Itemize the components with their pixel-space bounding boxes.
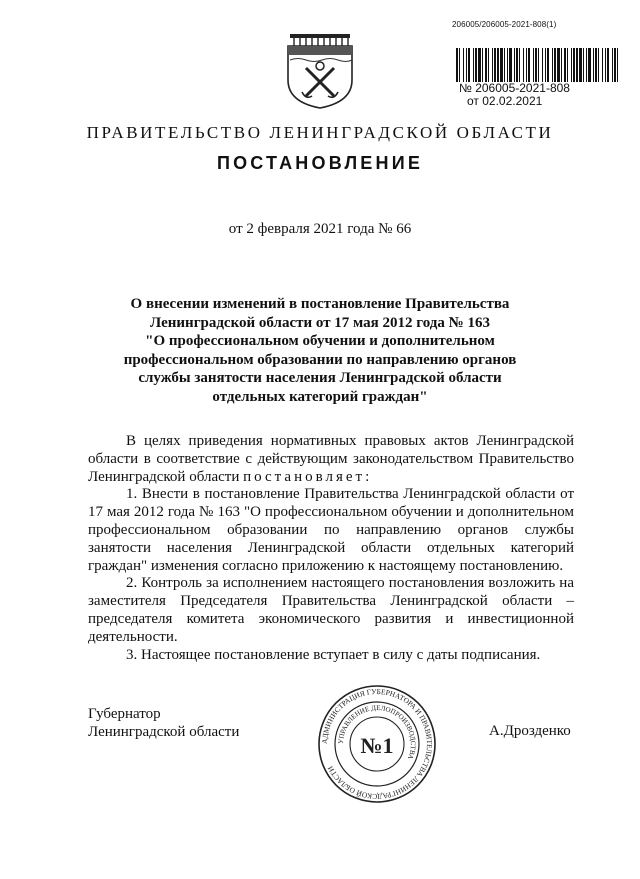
barcode-bar: [586, 48, 587, 82]
barcode-bar: [488, 48, 489, 82]
barcode-bar: [509, 48, 512, 82]
barcode-bar: [588, 48, 591, 82]
barcode-bar: [571, 48, 572, 82]
barcode-bar: [494, 48, 496, 82]
title-line: профессиональном образовании по направлению органов: [123, 351, 517, 368]
barcode-bar: [557, 48, 560, 82]
barcode-bar: [607, 48, 609, 82]
barcode-bar: [523, 48, 524, 82]
barcode-bar: [602, 48, 603, 82]
barcode-bar: [456, 48, 458, 82]
barcode-bar: [516, 48, 518, 82]
barcode-bar: [463, 48, 464, 82]
barcode-bar: [535, 48, 537, 82]
barcode-bar: [492, 48, 493, 82]
barcode-bar: [519, 48, 520, 82]
registration-number: № 206005-2021-808: [459, 81, 570, 95]
barcode-bar: [579, 48, 582, 82]
decree-word: постановляет:: [243, 468, 373, 485]
barcode-bar: [528, 48, 530, 82]
barcode-bar: [547, 48, 549, 82]
document-title: [110, 295, 530, 406]
barcode-bar: [561, 48, 562, 82]
signatory-position: [88, 705, 239, 741]
barcode-bar: [554, 48, 556, 82]
title-line: службы занятости населения Ленинградской области: [138, 370, 502, 386]
item-paragraph: 2. Контроль за исполнением настоящего постановления возложить на заместителя Председателя Правительства Ленинградской области – председателя комитета экономического развития и инвестиционной деятельности.: [88, 575, 574, 645]
item-paragraph: 1. Внести в постановление Правительства Ленинградской области от 17 мая 2012 года № 163 "О профессиональном обучении и дополнительном профессиональном образовании по направлению органов службы занятости населения Ленинградской области отдельных категорий граждан" изменения согласно приложению к настоящему постановлению.: [88, 486, 574, 574]
barcode-bar: [526, 48, 527, 82]
barcode-bar: [478, 48, 481, 82]
barcode-bar: [598, 48, 599, 82]
official-stamp: [316, 683, 438, 805]
barcode-bar: [583, 48, 584, 82]
document-date-number: от 2 февраля 2021 года № 66: [228, 221, 412, 237]
barcode-bar: [485, 48, 487, 82]
barcode-bar: [593, 48, 594, 82]
barcode-bar: [605, 48, 606, 82]
signatory-position-line: Ленинградской области: [88, 724, 240, 740]
item-paragraph: 3. Настоящее постановление вступает в силу с даты подписания.: [126, 646, 541, 663]
title-line: отдельных категорий граждан": [212, 388, 428, 405]
barcode-bar: [612, 48, 613, 82]
barcode-bar: [538, 48, 539, 82]
barcode-bar: [576, 48, 578, 82]
intro-paragraph: [88, 433, 574, 486]
registry-code: 206005/206005-2021-808(1): [452, 20, 557, 29]
barcode-bar: [545, 48, 546, 82]
title-line: О внесении изменений в постановление Правительства: [130, 296, 510, 312]
document-body: [88, 433, 574, 664]
registration-date: от 02.02.2021: [467, 94, 543, 108]
barcode-bar: [466, 48, 467, 82]
barcode-bar: [473, 48, 474, 82]
title-line: "О профессиональном обучении и дополнительном: [145, 333, 495, 349]
stamp-number: №1: [360, 733, 394, 758]
barcode: [455, 48, 620, 82]
barcode-bar: [595, 48, 597, 82]
barcode-bar: [482, 48, 483, 82]
signatory-name: А.Дрозденко: [489, 723, 571, 739]
stamp-ring-path: АДМИНИСТРАЦИЯ ГУБЕРНАТОРА И ПРАВИТЕЛЬСТВА ЛЕНИНГРАДСКОЙ ОБЛАСТИ: [319, 686, 435, 802]
organization-name: ПРАВИТЕЛЬСТВО ЛЕНИНГРАДСКОЙ ОБЛАСТИ: [86, 123, 554, 142]
barcode-bar: [564, 48, 566, 82]
barcode-bar: [500, 48, 503, 82]
barcode-bar: [542, 48, 543, 82]
barcode-bar: [514, 48, 515, 82]
barcode-bar: [475, 48, 477, 82]
barcode-bar: [573, 48, 575, 82]
document-type: ПОСТАНОВЛЕНИЕ: [216, 153, 424, 173]
title-line: Ленинградской области от 17 мая 2012 года № 163: [150, 314, 490, 331]
barcode-bar: [533, 48, 534, 82]
barcode-bar: [504, 48, 505, 82]
barcode-bar: [459, 48, 460, 82]
barcode-bar: [617, 48, 618, 82]
barcode-bar: [614, 48, 616, 82]
coat-of-arms-icon: [284, 30, 356, 110]
barcode-bar: [497, 48, 499, 82]
barcode-bar: [468, 48, 470, 82]
barcode-bar: [567, 48, 568, 82]
stamp-inner-path: УПРАВЛЕНИЕ ДЕЛОПРОИЗВОДСТВА: [336, 703, 418, 761]
intro-text: В целях приведения нормативных правовых актов Ленинградской области в соответствие с действующим законодательством Правительство Ленинградской области: [88, 433, 574, 485]
signatory-position-line: Губернатор: [88, 706, 161, 722]
barcode-bar: [552, 48, 553, 82]
barcode-bar: [507, 48, 508, 82]
